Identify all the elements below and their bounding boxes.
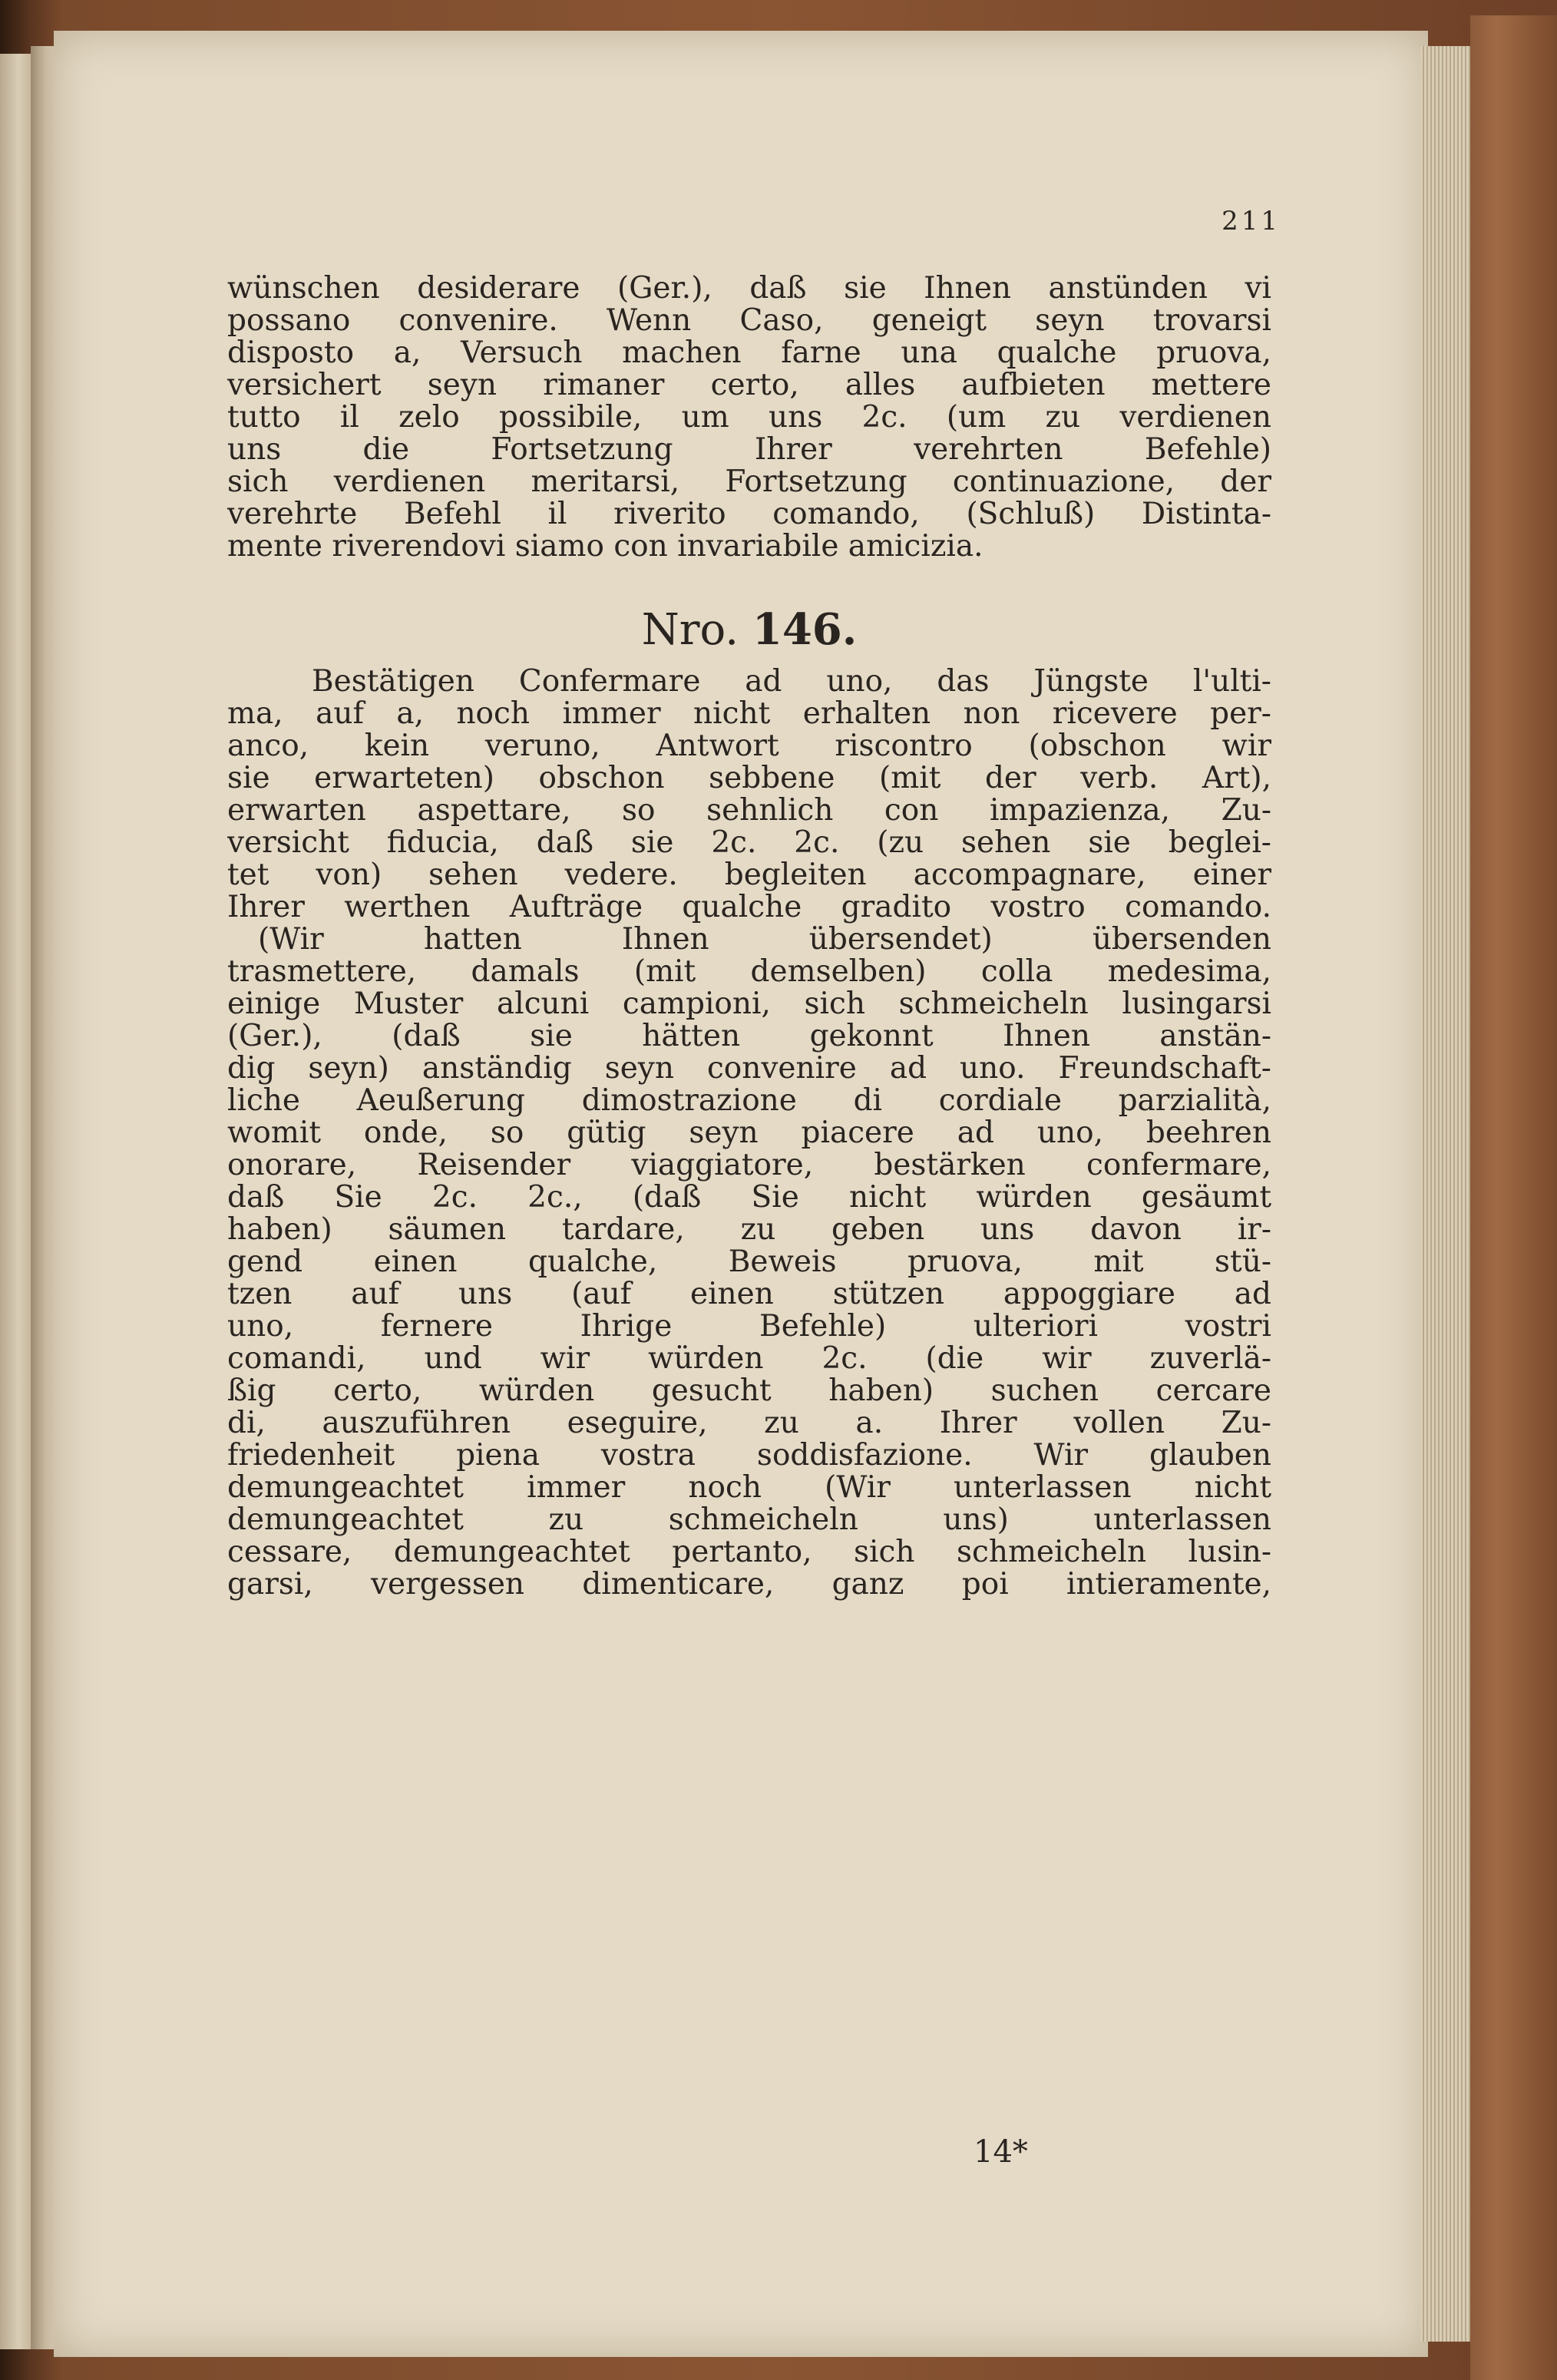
- text-line: liche Aeußerung dimostrazione di cordiale parzialità,: [227, 1085, 1271, 1117]
- text-line: einige Muster alcuni campioni, sich schmeicheln lusingarsi: [227, 988, 1271, 1020]
- text-line: cessare, demungeachtet pertanto, sich schmeicheln lusin-: [227, 1536, 1271, 1568]
- text-line: mente riverendovi siamo con invariabile amicizia.: [227, 531, 983, 563]
- text-line: dig seyn) anständig seyn convenire ad uno. Freundschaft-: [227, 1053, 1271, 1085]
- text-line: Ihrer werthen Aufträge qualche gradito vostro comando.: [227, 891, 1271, 924]
- text-line: friedenheit piena vostra soddisfazione. Wir glauben: [227, 1440, 1271, 1472]
- text-line: verehrte Befehl il riverito comando, (Schluß) Distinta-: [227, 498, 1271, 531]
- text-line: womit onde, so gütig seyn piacere ad uno, beehren: [227, 1117, 1271, 1149]
- text-line: disposto a, Versuch machen farne una qualche pruova,: [227, 337, 1271, 369]
- heading-number: 146.: [752, 604, 858, 655]
- text-line: demungeachtet zu schmeicheln uns) unterlassen: [227, 1504, 1271, 1536]
- text-line: trasmettere, damals (mit demselben) colla medesima,: [227, 956, 1271, 988]
- text-line: possano convenire. Wenn Caso, geneigt seyn trovarsi: [227, 305, 1271, 337]
- section-heading: [227, 593, 1271, 666]
- text-line: uno, fernere Ihrige Befehle) ulteriori vostri: [227, 1311, 1271, 1343]
- text-line: (Wir hatten Ihnen übersendet) übersenden: [258, 924, 1271, 956]
- signature-mark: 14*: [974, 2134, 1028, 2170]
- facing-page-edge: [0, 54, 31, 2349]
- page-text: [227, 273, 1271, 1601]
- text-line: versicht fiducia, daß sie 2c. 2c. (zu sehen sie beglei-: [227, 827, 1271, 859]
- text-line: di, auszuführen eseguire, zu a. Ihrer vollen Zu-: [227, 1407, 1271, 1440]
- heading-prefix: Nro.: [641, 605, 739, 655]
- paragraph-1: [227, 273, 1271, 563]
- text-line: erwarten aspettare, so sehnlich con impazienza, Zu-: [227, 795, 1271, 827]
- text-line: demungeachtet immer noch (Wir unterlassen nicht: [227, 1472, 1271, 1504]
- text-line: uns die Fortsetzung Ihrer verehrten Befehle): [227, 434, 1271, 466]
- text-line: garsi, vergessen dimenticare, ganz poi intieramente,: [227, 1568, 1271, 1601]
- text-line: ßig certo, würden gesucht haben) suchen cercare: [227, 1375, 1271, 1407]
- page-number: 211: [1221, 206, 1281, 236]
- text-line: daß Sie 2c. 2c., (daß Sie nicht würden gesäumt: [227, 1182, 1271, 1214]
- paragraph-2: [227, 666, 1271, 1601]
- text-line: tzen auf uns (auf einen stützen appoggiare ad: [227, 1278, 1271, 1311]
- text-line: ma, auf a, noch immer nicht erhalten non ricevere per-: [227, 698, 1271, 730]
- text-line: tet von) sehen vedere. begleiten accompagnare, einer: [227, 859, 1271, 891]
- text-line: Bestätigen Confermare ad uno, das Jüngste l'ulti-: [312, 666, 1271, 698]
- text-line: haben) säumen tardare, zu geben uns davon ir-: [227, 1214, 1271, 1246]
- text-line: tutto il zelo possibile, um uns 2c. (um zu verdienen: [227, 402, 1271, 434]
- text-line: anco, kein veruno, Antwort riscontro (obschon wir: [227, 730, 1271, 762]
- book-cover-edge: [1470, 15, 1557, 2380]
- text-line: sich verdienen meritarsi, Fortsetzung continuazione, der: [227, 466, 1271, 498]
- text-line: sie erwarteten) obschon sebbene (mit der verb. Art),: [227, 762, 1271, 795]
- text-line: wünschen desiderare (Ger.), daß sie Ihnen anstünden vi: [227, 273, 1271, 305]
- text-line: (Ger.), (daß sie hätten gekonnt Ihnen anstän-: [227, 1020, 1271, 1053]
- text-line: gend einen qualche, Beweis pruova, mit stü-: [227, 1246, 1271, 1278]
- text-line: onorare, Reisender viaggiatore, bestärken confermare,: [227, 1149, 1271, 1182]
- text-line: comandi, und wir würden 2c. (die wir zuverlä-: [227, 1343, 1271, 1375]
- text-line: versichert seyn rimaner certo, alles aufbieten mettere: [227, 369, 1271, 402]
- page-fore-edge: [1420, 46, 1474, 2342]
